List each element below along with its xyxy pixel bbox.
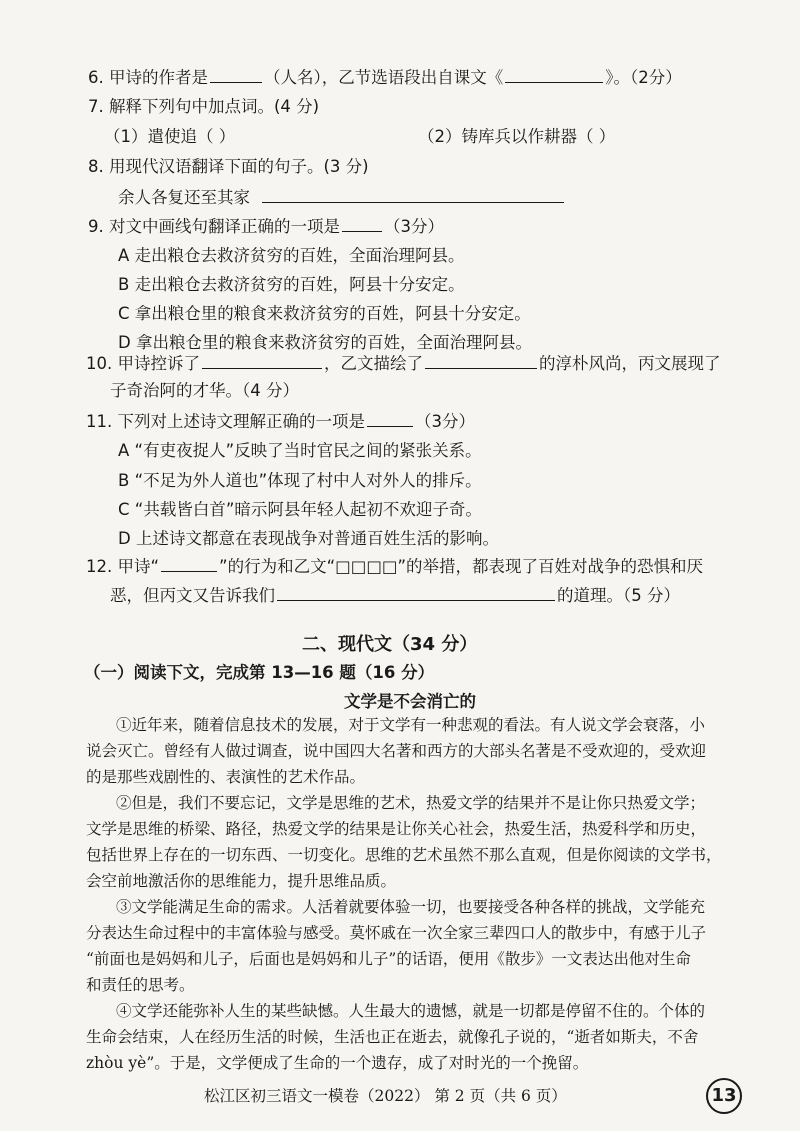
article-line: ②但是，我们不要忘记，文学是思维的艺术，热爱文学的结果并不是让你只热爱文学；: [116, 794, 706, 812]
article-line: 会空前地激活你的思维能力，提升思维品质。: [86, 872, 397, 890]
article-line: ①近年来，随着信息技术的发展，对于文学有一种悲观的看法。有人说文学会衰落，小: [116, 716, 706, 734]
question-12: 12. 甲诗“ ”的行为和乙文“□□□□”的举措，都表现了百姓对战争的恐惧和厌: [86, 557, 704, 576]
article-line: ③文学能满足生命的需求。人活着就要体验一切，也要接受各种各样的挑战，文学能充: [116, 898, 706, 916]
answer-blank: [367, 410, 413, 427]
answer-blank: [505, 66, 603, 83]
question-11-option-b: B “不足为外人道也”体现了村中人对外人的排斥。: [118, 471, 482, 490]
question-7-item-1: （1）遣使追（ ）: [104, 127, 236, 146]
question-9-stem: 9. 对文中画线句翻译正确的一项是 （3分）: [88, 217, 444, 236]
question-8-stem: 8. 用现代汉语翻译下面的句子。(3 分): [88, 157, 369, 176]
question-11-stem: 11. 下列对上述诗文理解正确的一项是 （3分）: [86, 412, 475, 431]
answer-blank: [161, 555, 217, 572]
question-7-item-2: （2）铸库兵以作耕器（ ）: [418, 127, 616, 146]
article-line: zhòu yè”。于是，文学便成了生命的一个遗存，成了对时光的一个挽留。: [86, 1054, 589, 1072]
article-line: 说会灭亡。曾经有人做过调查，说中国四大名著和西方的大部头名著是不受欢迎的，受欢迎: [86, 742, 707, 760]
answer-blank: [277, 584, 555, 601]
page-footer: 松江区初三语文一模卷（2022） 第 2 页（共 6 页）: [204, 1087, 567, 1105]
article-line: 包括世界上存在的一切东西、一切变化。思维的艺术虽然不那么直观，但是你阅读的文学书，: [86, 846, 722, 864]
article-line: “前面也是妈妈和儿子，后面也是妈妈和儿子”的话语，便用《散步》一文表达出他对生命: [86, 950, 691, 968]
question-11-option-a: A “有吏夜捉人”反映了当时官民之间的紧张关系。: [118, 441, 482, 460]
question-6: 6. 甲诗的作者是 （人名），乙节选语段出自课文《 》。（2分）: [88, 68, 682, 87]
article-line: 和责任的思考。: [86, 976, 195, 994]
article-line: 的是那些戏剧性的、表演性的艺术作品。: [86, 768, 366, 786]
answer-blank: [342, 215, 382, 232]
answer-blank: [202, 352, 322, 369]
article-line: 生命会结束，人在经历生活的时候，生活也正在逝去，就像孔子说的，“逝者如斯夫，不舍: [86, 1028, 699, 1046]
answer-blank: [210, 66, 262, 83]
answer-blank: [425, 352, 537, 369]
question-9-option-a: A 走出粮仓去救济贫穷的百姓，全面治理阿县。: [118, 246, 465, 265]
question-11-option-d: D 上述诗文都意在表现战争对普通百姓生活的影响。: [118, 529, 499, 548]
answer-blank: [262, 186, 564, 203]
question-8-sentence: 余人各复还至其家: [118, 186, 566, 209]
question-9-option-c: C 拿出粮仓里的粮食来救济贫穷的百姓，阿县十分安定。: [118, 304, 531, 323]
section-heading: 二、现代文（34 分）: [302, 634, 478, 655]
article-line: ④文学还能弥补人生的某些缺憾。人生最大的遗憾，就是一切都是停留不住的。个体的: [116, 1002, 706, 1020]
question-11-option-c: C “共载皆白首”暗示阿县年轻人起初不欢迎子奇。: [118, 500, 482, 519]
question-12-cont: 恶，但丙文又告诉我们 的道理。（5 分）: [110, 586, 680, 605]
article-line: 文学是思维的桥梁、路径，热爱文学的结果是让你关心社会，热爱生活，热爱科学和历史，: [86, 820, 707, 838]
question-9-option-b: B 走出粮仓去救济贫穷的百姓，阿县十分安定。: [118, 275, 465, 294]
question-9-option-d: D 拿出粮仓里的粮食来救济贫穷的百姓，全面治理阿县。: [118, 333, 532, 352]
page-number-badge: 13: [706, 1078, 742, 1114]
article-title: 文学是不会消亡的: [344, 692, 476, 711]
subsection-heading: （一）阅读下文，完成第 13—16 题（16 分）: [84, 663, 435, 682]
question-10: 10. 甲诗控诉了 ，乙文描绘了 的淳朴风尚，丙文展现了: [86, 354, 721, 373]
question-10-cont: 子奇治阿的才华。（4 分）: [110, 381, 299, 400]
question-7-stem: 7. 解释下列句中加点词。(4 分): [88, 97, 320, 116]
article-line: 分表达生命过程中的丰富体验与感受。莫怀戚在一次全家三辈四口人的散步中，有感于儿子: [86, 924, 707, 942]
